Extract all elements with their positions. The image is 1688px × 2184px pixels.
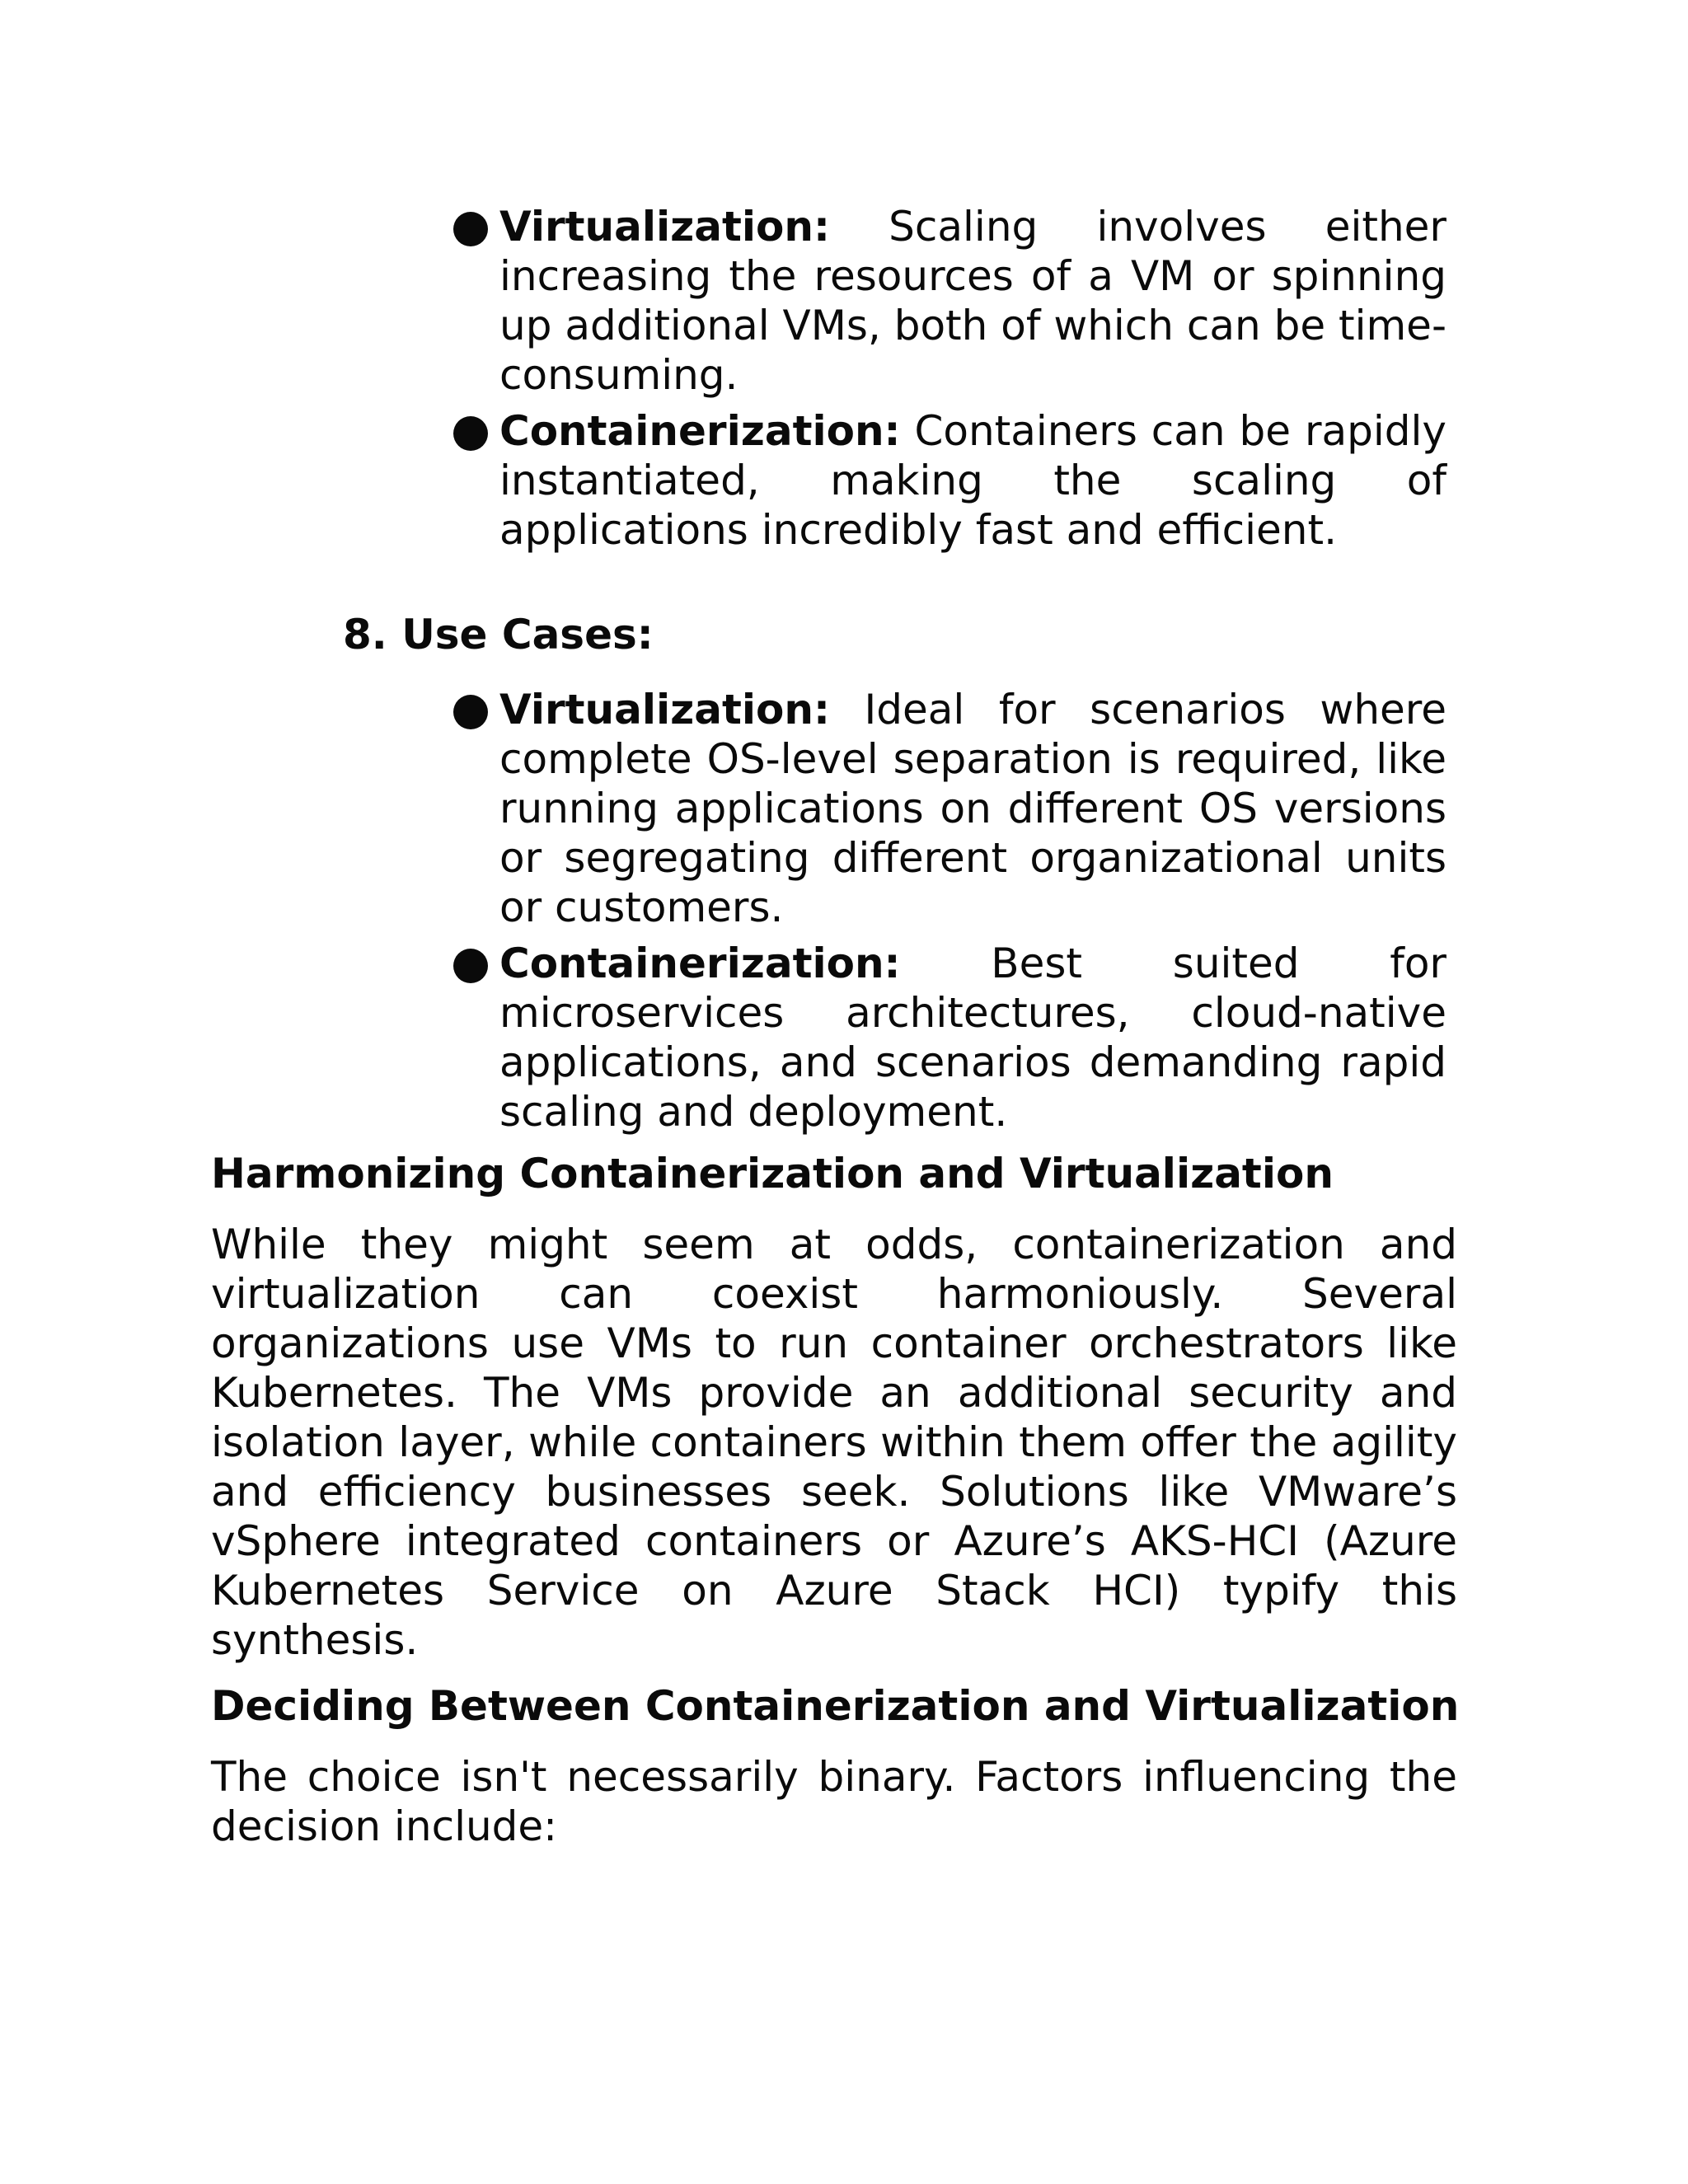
bullet-text: Ideal for scenarios where complete OS-level separation is required, like running applications on different OS versions or segregating different organizational units or customers.	[499, 686, 1447, 931]
bullet-text: Scaling involves either increasing the resources of a VM or spinning up additional VMs, both of which can be time-consuming.	[499, 203, 1447, 399]
list-item	[453, 406, 1447, 555]
bullet-term: Virtualization:	[499, 203, 830, 251]
deciding-heading: Deciding Between Containerization and Virtualization	[211, 1682, 1460, 1730]
bullet-term: Virtualization:	[499, 686, 830, 733]
bullet-icon	[453, 949, 488, 983]
bullet-icon	[453, 416, 488, 451]
bullet-icon	[453, 695, 488, 729]
scaling-bullet-list	[453, 202, 1447, 561]
list-item	[453, 202, 1447, 400]
bullet-text: Containers can be rapidly instantiated, making the scaling of applications incredibly fast and efficient.	[499, 407, 1447, 554]
bullet-term: Containerization:	[499, 407, 901, 455]
list-item	[453, 685, 1447, 932]
list-item	[453, 939, 1447, 1137]
harmonizing-heading: Harmonizing Containerization and Virtualization	[211, 1150, 1334, 1197]
bullet-icon	[453, 212, 488, 246]
bullet-term: Containerization:	[499, 940, 901, 987]
deciding-paragraph: The choice isn't necessarily binary. Factors influencing the decision include:	[211, 1753, 1457, 1850]
use-cases-bullet-list	[453, 685, 1447, 1143]
harmonizing-paragraph: While they might seem at odds, containerization and virtualization can coexist harmoniously. Several organizations use VMs to run container orchestrators like Kubernetes. The VMs provide an additional security and isolation layer, while containers within them offer the agility and efficiency businesses seek. Solutions like VMware’s vSphere integrated containers or Azure’s AKS-HCI (Azure Kubernetes Service on Azure Stack HCI) typify this synthesis.	[211, 1221, 1457, 1664]
bullet-text: Best suited for microservices architectures, cloud-native applications, and scenarios demanding rapid scaling and deployment.	[499, 940, 1447, 1136]
use-cases-heading: 8. Use Cases:	[343, 611, 654, 658]
